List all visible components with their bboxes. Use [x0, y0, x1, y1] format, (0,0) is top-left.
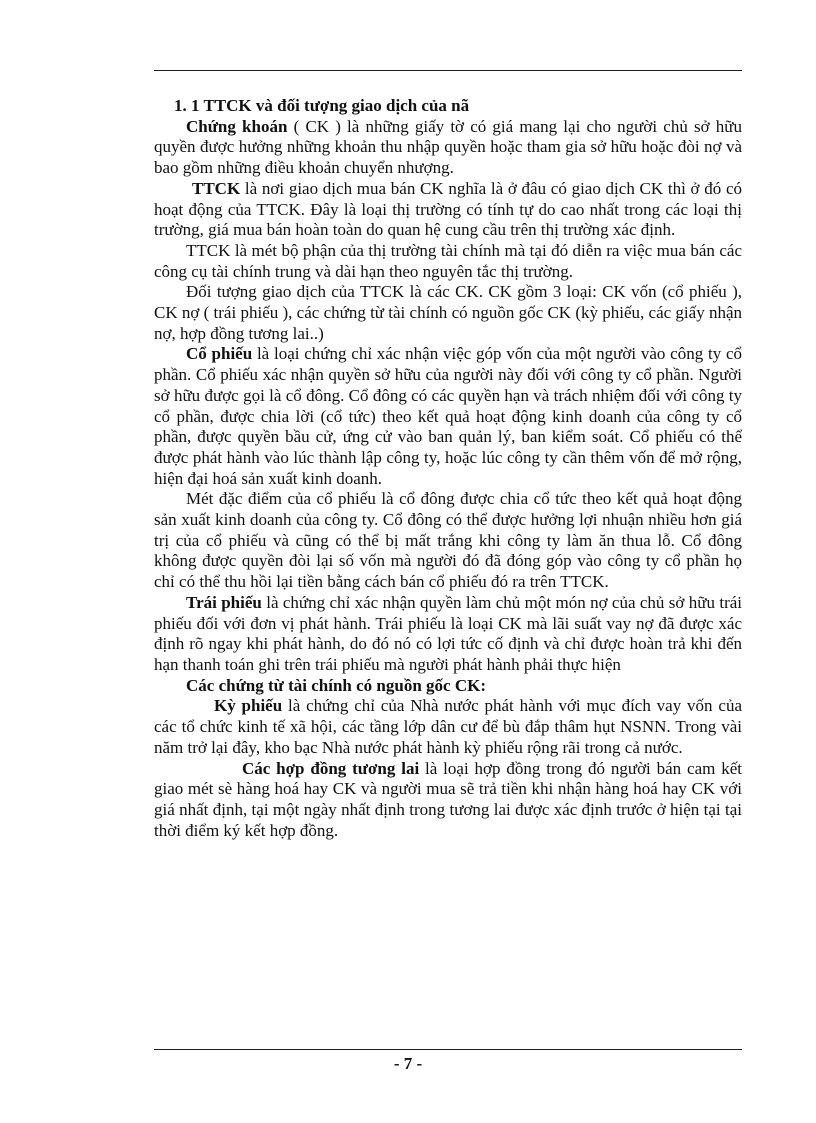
paragraph-trai-phieu — [154, 593, 742, 676]
header-rule — [154, 70, 742, 71]
page-number: - 7 - — [393, 1054, 423, 1073]
paragraph-ttck-bo-phan: TTCK là mét bộ phận của thị trường tài chính mà tại đó diễn ra việc mua bán các công cụ tài chính trung và dài hạn theo nguyên tắc thị trường. — [154, 240, 742, 281]
paragraph-text: ( CK ) là những giấy tờ có giá mang lại cho người chủ sở hữu quyền được hưởng những khoản thu nhập quyền hoặc tham gia sở hữu hoặc đòi nợ và bao gồm những điều khoản chuyển nhượng. — [154, 116, 742, 178]
footer-rule — [154, 1049, 742, 1050]
paragraph-text: là loại hợp đồng trong đó người bán cam kết giao mét sè hàng hoá hay CK và người mua sẽ trả tiền khi nhận hàng hoá hay CK với giá nhất định, tại một ngày nhất định trong tương lai được xác định trước ở hiện tại tại thời điểm ký kết hợp đồng. — [154, 758, 742, 840]
paragraph-text: là loại chứng chỉ xác nhận việc góp vốn của một người vào công ty cổ phần. Cổ phiếu xác nhận quyền sở hữu của người này đối với công ty cổ phần. Người sở hữu được gọi là cổ đông. Cổ đông có các quyền hạn và trách nhiệm đối với công ty cổ phần, được chia lời (cổ tức) theo kết quả hoạt động kinh doanh của công ty cổ phần, được quyền bầu cử, ứng cử vào ban quản lý, ban kiểm soát. Cổ phiếu có thể được phát hành vào lúc thành lập công ty, hoặc lúc công ty cần thêm vốn để mở rộng, hiện đại hoá sản xuất kinh doanh. — [154, 344, 742, 488]
term-trai-phieu: Trái phiếu — [186, 592, 262, 612]
subheading-chung-tu — [154, 676, 742, 697]
paragraph-co-phieu — [154, 344, 742, 489]
page-body — [154, 96, 742, 841]
paragraph-text: là nơi giao dịch mua bán CK nghĩa là ở đâu có giao dịch CK thì ở đó có hoạt động của TTCK. Đây là loại thị trường có tính tự do cao nhất trong các loại thị trường, giá mua bán hoàn toàn do quan hệ cung cầu trên thị trường xác định. — [154, 178, 742, 240]
paragraph-ky-phieu — [154, 696, 742, 758]
term-ttck: TTCK — [192, 178, 241, 198]
paragraph-text: là chứng chỉ xác nhận quyền làm chủ một món nợ của chủ sở hữu trái phiếu đối với đơn vị phát hành. Trái phiếu là loại CK mà lãi suất vay nợ đã được xác định rõ ngay khi phát hành, do đó nó có lợi tức cố định và chỉ được hoàn trả khi đến hạn thanh toán ghi trên trái phiếu mà người phát hành phải thực hiện — [154, 592, 742, 674]
term-ky-phieu: Kỳ phiếu — [214, 696, 283, 716]
section-heading: 1. 1 TTCK và đối tượng giao dịch của nã — [174, 96, 470, 115]
term-hop-dong-tuong-lai: Các hợp đồng tương lai — [242, 758, 420, 778]
term-co-phieu: Cổ phiếu — [186, 344, 253, 364]
term-chung-khoan: Chứng khoán — [186, 116, 288, 136]
paragraph-text: là chứng chỉ của Nhà nước phát hành với mục đích vay vốn của các tổ chức kinh tế xã hội, các tầng lớp dân cư để bù đắp thâm hụt NSNN. Trong vài năm trở lại đây, kho bạc Nhà nước phát hành kỳ phiếu rộng rãi trong cả nước. — [154, 696, 742, 757]
paragraph-chung-khoan — [154, 117, 742, 179]
paragraph-ttck — [154, 179, 742, 241]
paragraph-dac-diem-co-phieu: Mét đặc điểm của cổ phiếu là cổ đông được chia cổ tức theo kết quả hoạt động sản xuất kinh doanh của công ty. Cổ đông có thể được hưởng lợi nhuận nhiều hơn giá trị của cổ phiếu và cũng có thể bị mất trắng khi công ty làm ăn thua lỗ. Cổ đông không được quyền đòi lại số vốn mà người đó đã đóng góp vào công ty cổ phần họ chỉ có thể thu hồi lại tiền bằng cách bán cổ phiếu đó ra trên TTCK. — [154, 489, 742, 592]
paragraph-doi-tuong: Đối tượng giao dịch của TTCK là các CK. CK gồm 3 loại: CK vốn (cổ phiếu ), CK nợ ( trái phiếu ), các chứng từ tài chính có nguồn gốc CK (kỳ phiếu, các giấy nhận nợ, hợp đồng tương lai..) — [154, 282, 742, 343]
paragraph-hop-dong-tuong-lai — [154, 759, 742, 842]
term-chung-tu: Các chứng từ tài chính có nguồn gốc CK: — [186, 675, 486, 695]
